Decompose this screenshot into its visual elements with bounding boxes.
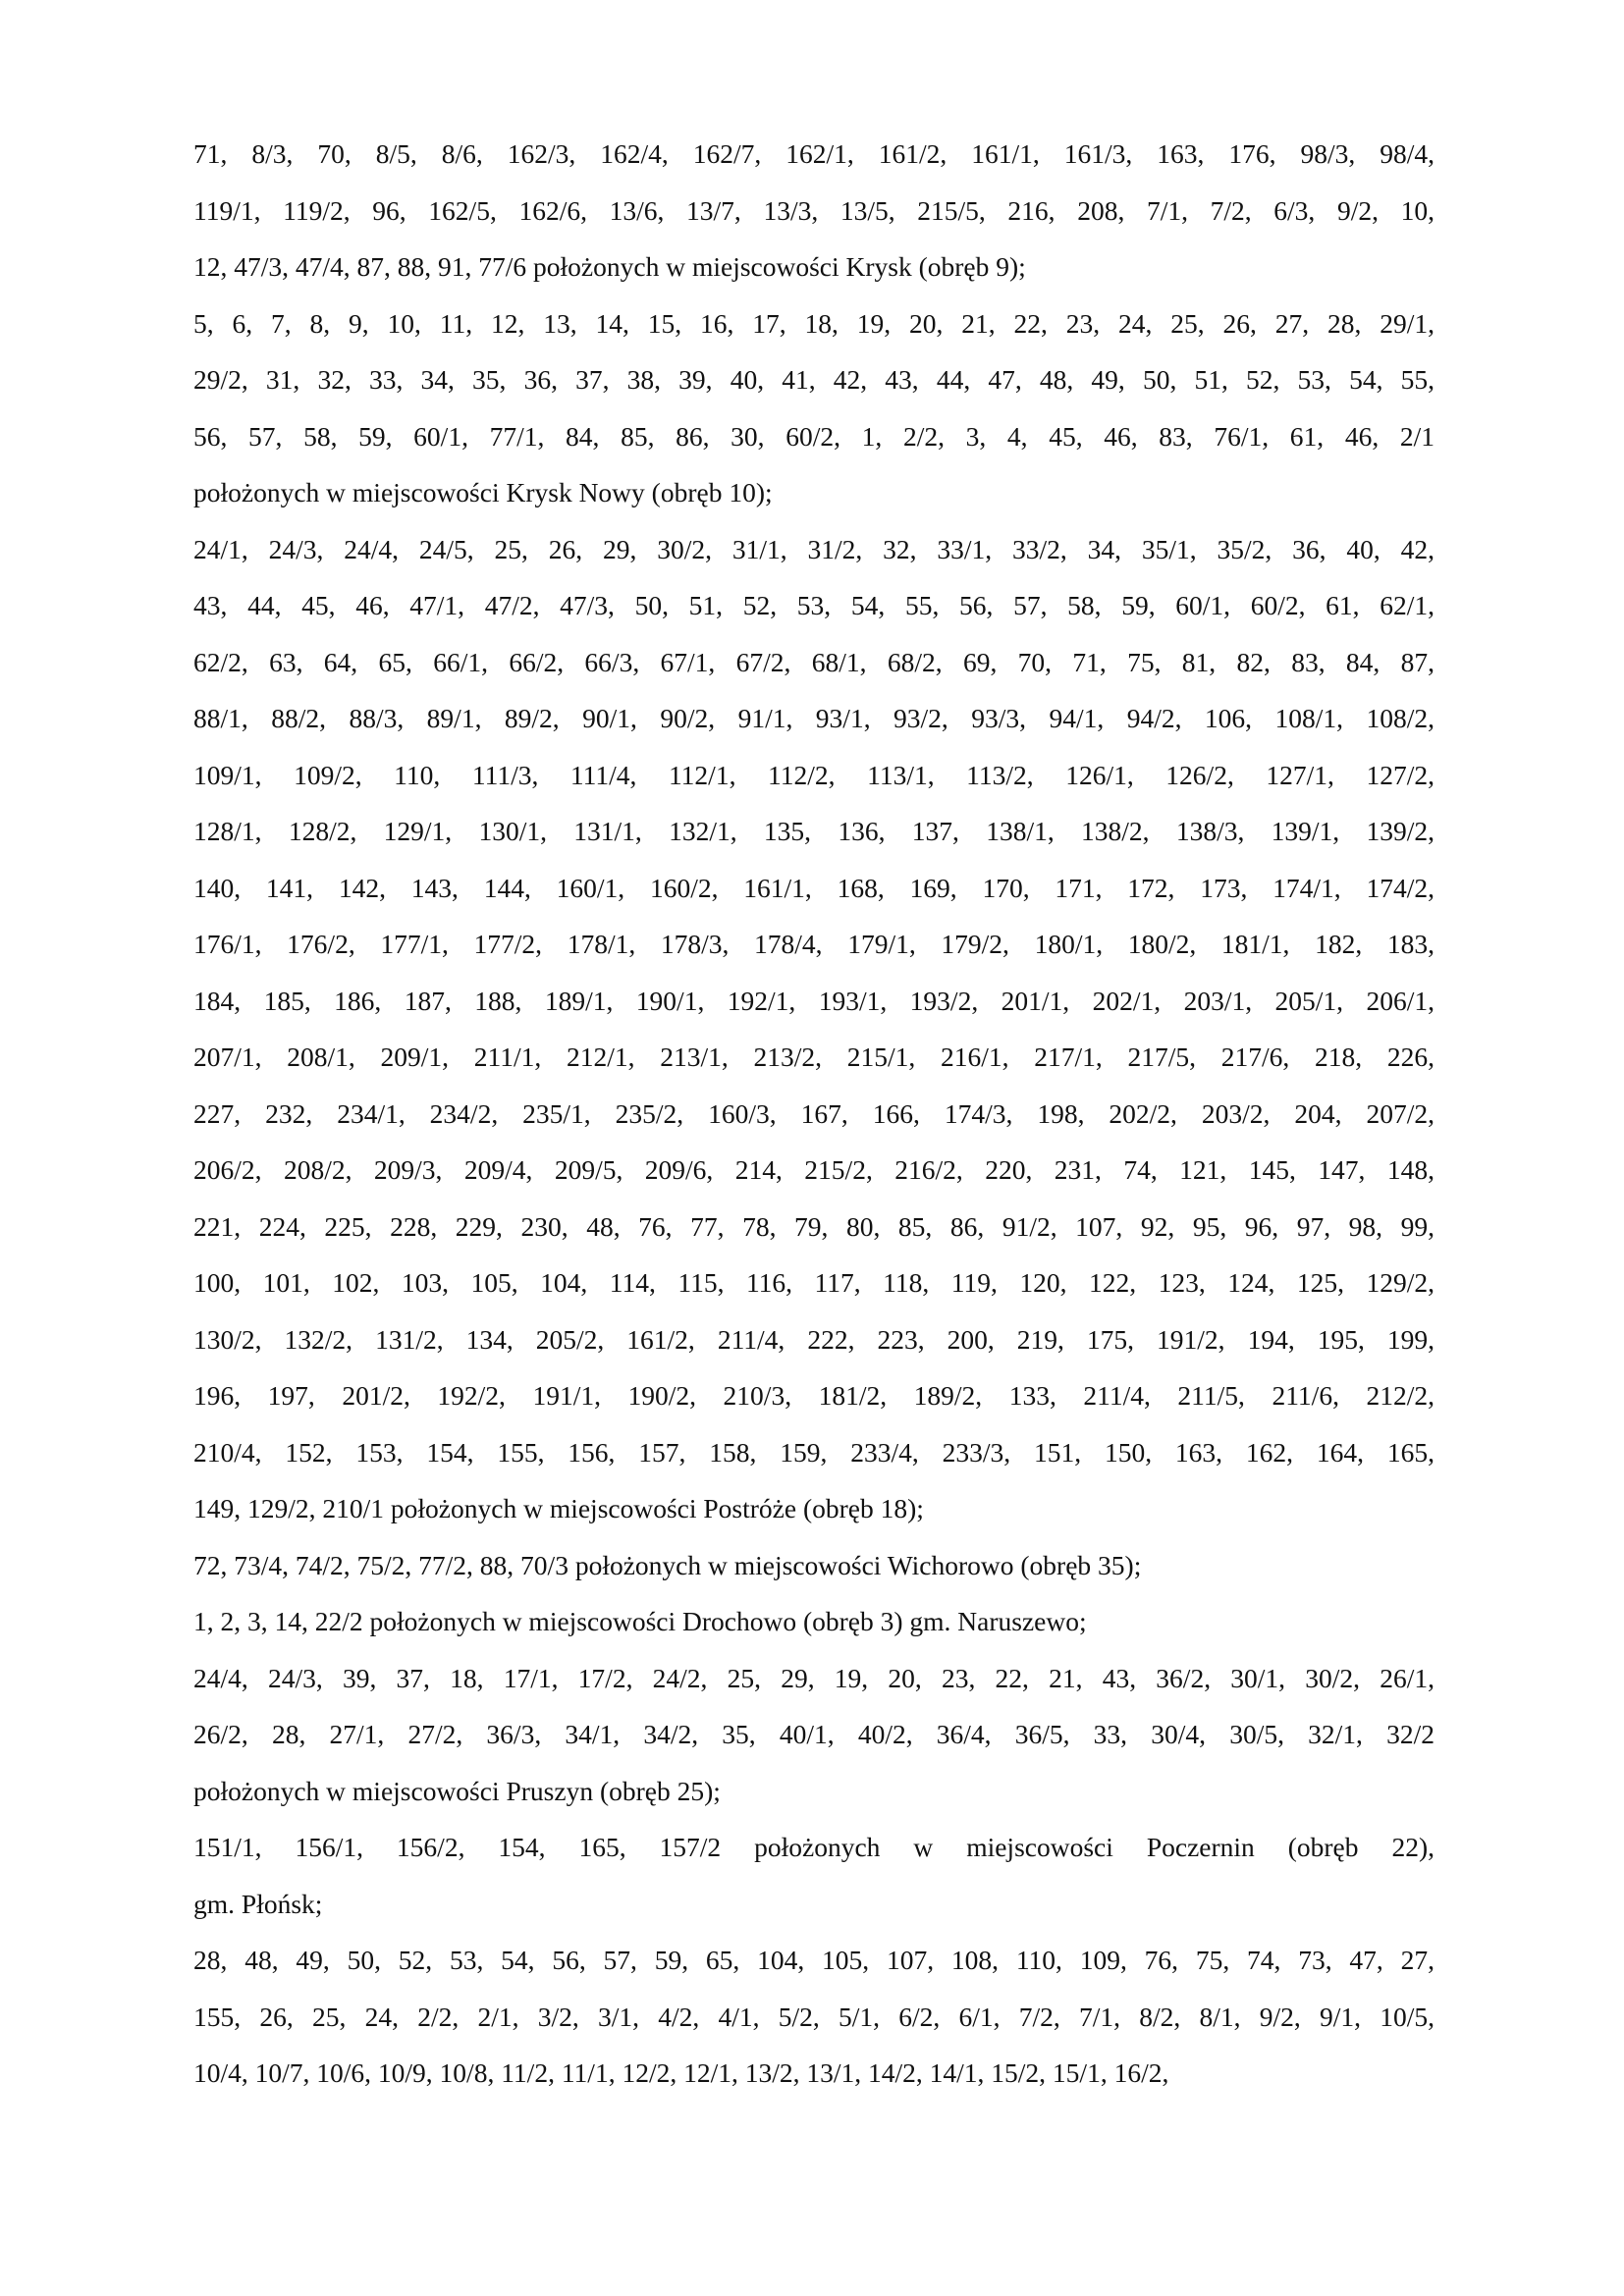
text-line: 119/1, 119/2, 96, 162/5, 162/6, 13/6, 13/7, 13/3, 13/5, 215/5, 216, 208, 7/1, 7/2, 6/3, 9/2, 10, <box>193 194 1435 226</box>
paragraph-krysk-nowy <box>193 295 1435 521</box>
text-line: gm. Płońsk; <box>193 1888 323 1919</box>
paragraph-continuation <box>193 1932 1435 2102</box>
text-line: 43, 44, 45, 46, 47/1, 47/2, 47/3, 50, 51, 52, 53, 54, 55, 56, 57, 58, 59, 60/1, 60/2, 61, 62/1, <box>193 590 1435 620</box>
text-line: 26/2, 28, 27/1, 27/2, 36/3, 34/1, 34/2, 35, 40/1, 40/2, 36/4, 36/5, 33, 30/4, 30/5, 32/1, 32/2 <box>193 1719 1435 1749</box>
text-line: 62/2, 63, 64, 65, 66/1, 66/2, 66/3, 67/1, 67/2, 68/1, 68/2, 69, 70, 71, 75, 81, 82, 83, 84, 87, <box>193 646 1435 677</box>
text-line: 207/1, 208/1, 209/1, 211/1, 212/1, 213/1, 213/2, 215/1, 216/1, 217/1, 217/5, 217/6, 218, 226, <box>193 1041 1435 1072</box>
document-body <box>193 126 1435 2102</box>
paragraph-krysk <box>193 126 1435 295</box>
text-line: 12, 47/3, 47/4, 87, 88, 91, 77/6 położonych w miejscowości Krysk (obręb 9); <box>193 251 1026 282</box>
text-line: 24/1, 24/3, 24/4, 24/5, 25, 26, 29, 30/2, 31/1, 31/2, 32, 33/1, 33/2, 34, 35/1, 35/2, 36, 40, 42, <box>193 533 1435 564</box>
text-line: 71, 8/3, 70, 8/5, 8/6, 162/3, 162/4, 162/7, 162/1, 161/2, 161/1, 161/3, 163, 176, 98/3, 98/4, <box>193 138 1435 169</box>
text-line: 149, 129/2, 210/1 położonych w miejscowości Postróże (obręb 18); <box>193 1493 924 1523</box>
text-line: 56, 57, 58, 59, 60/1, 77/1, 84, 85, 86, 30, 60/2, 1, 2/2, 3, 4, 45, 46, 83, 76/1, 61, 46, 2/1 <box>193 420 1435 452</box>
text-line: 130/2, 132/2, 131/2, 134, 205/2, 161/2, 211/4, 222, 223, 200, 219, 175, 191/2, 194, 195, 199, <box>193 1323 1435 1355</box>
text-line: 140, 141, 142, 143, 144, 160/1, 160/2, 161/1, 168, 169, 170, 171, 172, 173, 174/1, 174/2, <box>193 872 1435 903</box>
paragraph-wichorowo <box>193 1537 1435 1594</box>
text-line: 221, 224, 225, 228, 229, 230, 48, 76, 77, 78, 79, 80, 85, 86, 91/2, 107, 92, 95, 96, 97, 98, 99, <box>193 1210 1435 1242</box>
text-line: 155, 26, 25, 24, 2/2, 2/1, 3/2, 3/1, 4/2, 4/1, 5/2, 5/1, 6/2, 6/1, 7/2, 7/1, 8/2, 8/1, 9/2, 9/1, 10/5, <box>193 2001 1435 2032</box>
text-line: 24/4, 24/3, 39, 37, 18, 17/1, 17/2, 24/2, 25, 29, 19, 20, 23, 22, 21, 43, 36/2, 30/1, 30/2, 26/1, <box>193 1662 1435 1693</box>
paragraph-poczernin <box>193 1819 1435 1932</box>
text-line: 72, 73/4, 74/2, 75/2, 77/2, 88, 70/3 położonych w miejscowości Wichorowo (obręb 35); <box>193 1549 1142 1580</box>
paragraph-drochowo <box>193 1593 1435 1650</box>
text-line: 28, 48, 49, 50, 52, 53, 54, 56, 57, 59, 65, 104, 105, 107, 108, 110, 109, 76, 75, 74, 73, 47, 27, <box>193 1945 1435 1975</box>
text-line: 1, 2, 3, 14, 22/2 położonych w miejscowości Drochowo (obręb 3) gm. Naruszewo; <box>193 1606 1087 1636</box>
text-line: położonych w miejscowości Pruszyn (obręb 25); <box>193 1775 721 1806</box>
text-line: 227, 232, 234/1, 234/2, 235/1, 235/2, 160/3, 167, 166, 174/3, 198, 202/2, 203/2, 204, 207/2, <box>193 1097 1435 1129</box>
text-line: 5, 6, 7, 8, 9, 10, 11, 12, 13, 14, 15, 16, 17, 18, 19, 20, 21, 22, 23, 24, 25, 26, 27, 28, 29/1, <box>193 307 1435 339</box>
text-line: 10/4, 10/7, 10/6, 10/9, 10/8, 11/2, 11/1, 12/2, 12/1, 13/2, 13/1, 14/2, 14/1, 15/2, 15/1, 16/2, <box>193 2057 1169 2088</box>
text-line: 196, 197, 201/2, 192/2, 191/1, 190/2, 210/3, 181/2, 189/2, 133, 211/4, 211/5, 211/6, 212/2, <box>193 1380 1435 1411</box>
text-line: 210/4, 152, 153, 154, 155, 156, 157, 158, 159, 233/4, 233/3, 151, 150, 163, 162, 164, 165, <box>193 1436 1435 1468</box>
text-line: położonych w miejscowości Krysk Nowy (obręb 10); <box>193 477 773 507</box>
text-line: 206/2, 208/2, 209/3, 209/4, 209/5, 209/6, 214, 215/2, 216/2, 220, 231, 74, 121, 145, 147, 148, <box>193 1154 1435 1185</box>
text-line: 88/1, 88/2, 88/3, 89/1, 89/2, 90/1, 90/2, 91/1, 93/1, 93/2, 93/3, 94/1, 94/2, 106, 108/1, 108/2, <box>193 703 1435 733</box>
paragraph-pruszyn <box>193 1650 1435 1820</box>
text-line: 109/1, 109/2, 110, 111/3, 111/4, 112/1, 112/2, 113/1, 113/2, 126/1, 126/2, 127/1, 127/2, <box>193 759 1435 790</box>
text-line: 100, 101, 102, 103, 105, 104, 114, 115, 116, 117, 118, 119, 120, 122, 123, 124, 125, 129/2, <box>193 1267 1435 1298</box>
paragraph-postroze <box>193 521 1435 1537</box>
text-line: 151/1, 156/1, 156/2, 154, 165, 157/2 położonych w miejscowości Poczernin (obręb 22), <box>193 1832 1435 1862</box>
text-line: 128/1, 128/2, 129/1, 130/1, 131/1, 132/1, 135, 136, 137, 138/1, 138/2, 138/3, 139/1, 139/2, <box>193 816 1435 846</box>
text-line: 176/1, 176/2, 177/1, 177/2, 178/1, 178/3, 178/4, 179/1, 179/2, 180/1, 180/2, 181/1, 182, 183, <box>193 929 1435 959</box>
text-line: 184, 185, 186, 187, 188, 189/1, 190/1, 192/1, 193/1, 193/2, 201/1, 202/1, 203/1, 205/1, 206/1, <box>193 985 1435 1016</box>
text-line: 29/2, 31, 32, 33, 34, 35, 36, 37, 38, 39, 40, 41, 42, 43, 44, 47, 48, 49, 50, 51, 52, 53, 54, 55, <box>193 364 1435 395</box>
